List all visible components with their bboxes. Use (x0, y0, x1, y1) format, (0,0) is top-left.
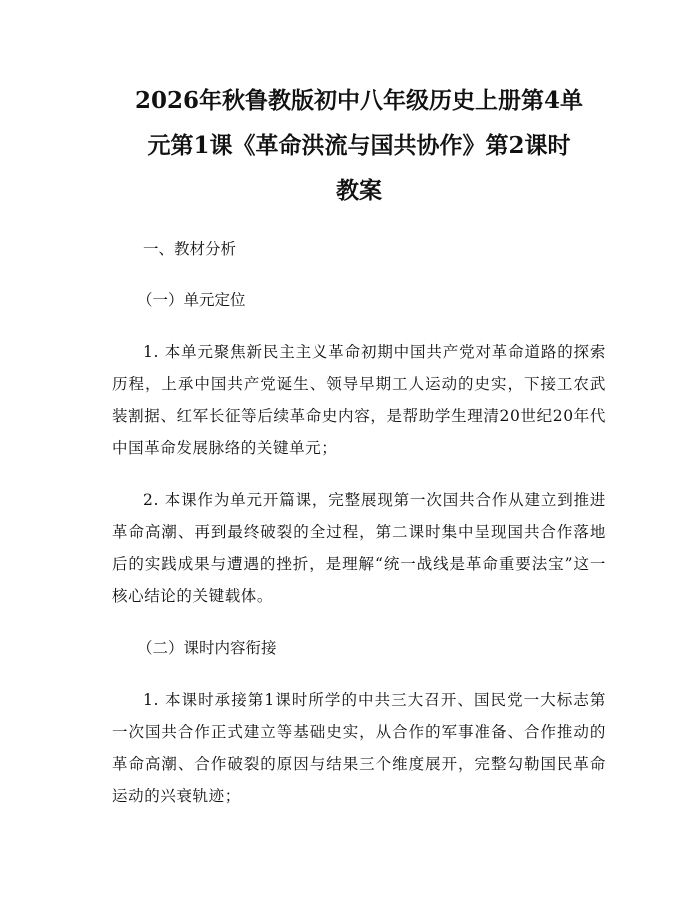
section-heading-materials-analysis: 一、教材分析 (143, 240, 237, 258)
paragraph-unit-position-2: 2. 本课作为单元开篇课，完整展现第一次国共合作从建立到推进革命高潮、再到最终破裂的全过程，第二课时集中呈现国共合作落地后的实践成果与遭遇的挫折，是理解“统一战线是革命重要法宝”这一核心结论的关键载体。 (112, 491, 606, 605)
subsection-heading-unit-position: （一）单元定位 (137, 291, 246, 309)
title-line-3: 教案 (336, 177, 382, 204)
paragraph-unit-position-1: 1. 本单元聚焦新民主主义革命初期中国共产党对革命道路的探索历程，上承中国共产党诞生、领导早期工人运动的史实，下接工农武装割据、红军长征等后续革命史内容，是帮助学生理清20世纪20年代中国革命发展脉络的关键单元； (112, 343, 606, 457)
title-line-1: 2026年秋鲁教版初中八年级历史上册第4单 (134, 87, 584, 114)
title-line-2: 元第1课《革命洪流与国共协作》第2课时 (147, 132, 571, 159)
subsection-heading-content-connection: （二）课时内容衔接 (137, 639, 277, 657)
document-title (112, 78, 606, 213)
paragraph-content-connection-1: 1. 本课时承接第1课时所学的中共三大召开、国民党一大标志第一次国共合作正式建立等基础史实，从合作的军事准备、合作推动的革命高潮、合作破裂的原因与结果三个维度展开，完整勾勒国民革命运动的兴衰轨迹； (112, 691, 606, 805)
